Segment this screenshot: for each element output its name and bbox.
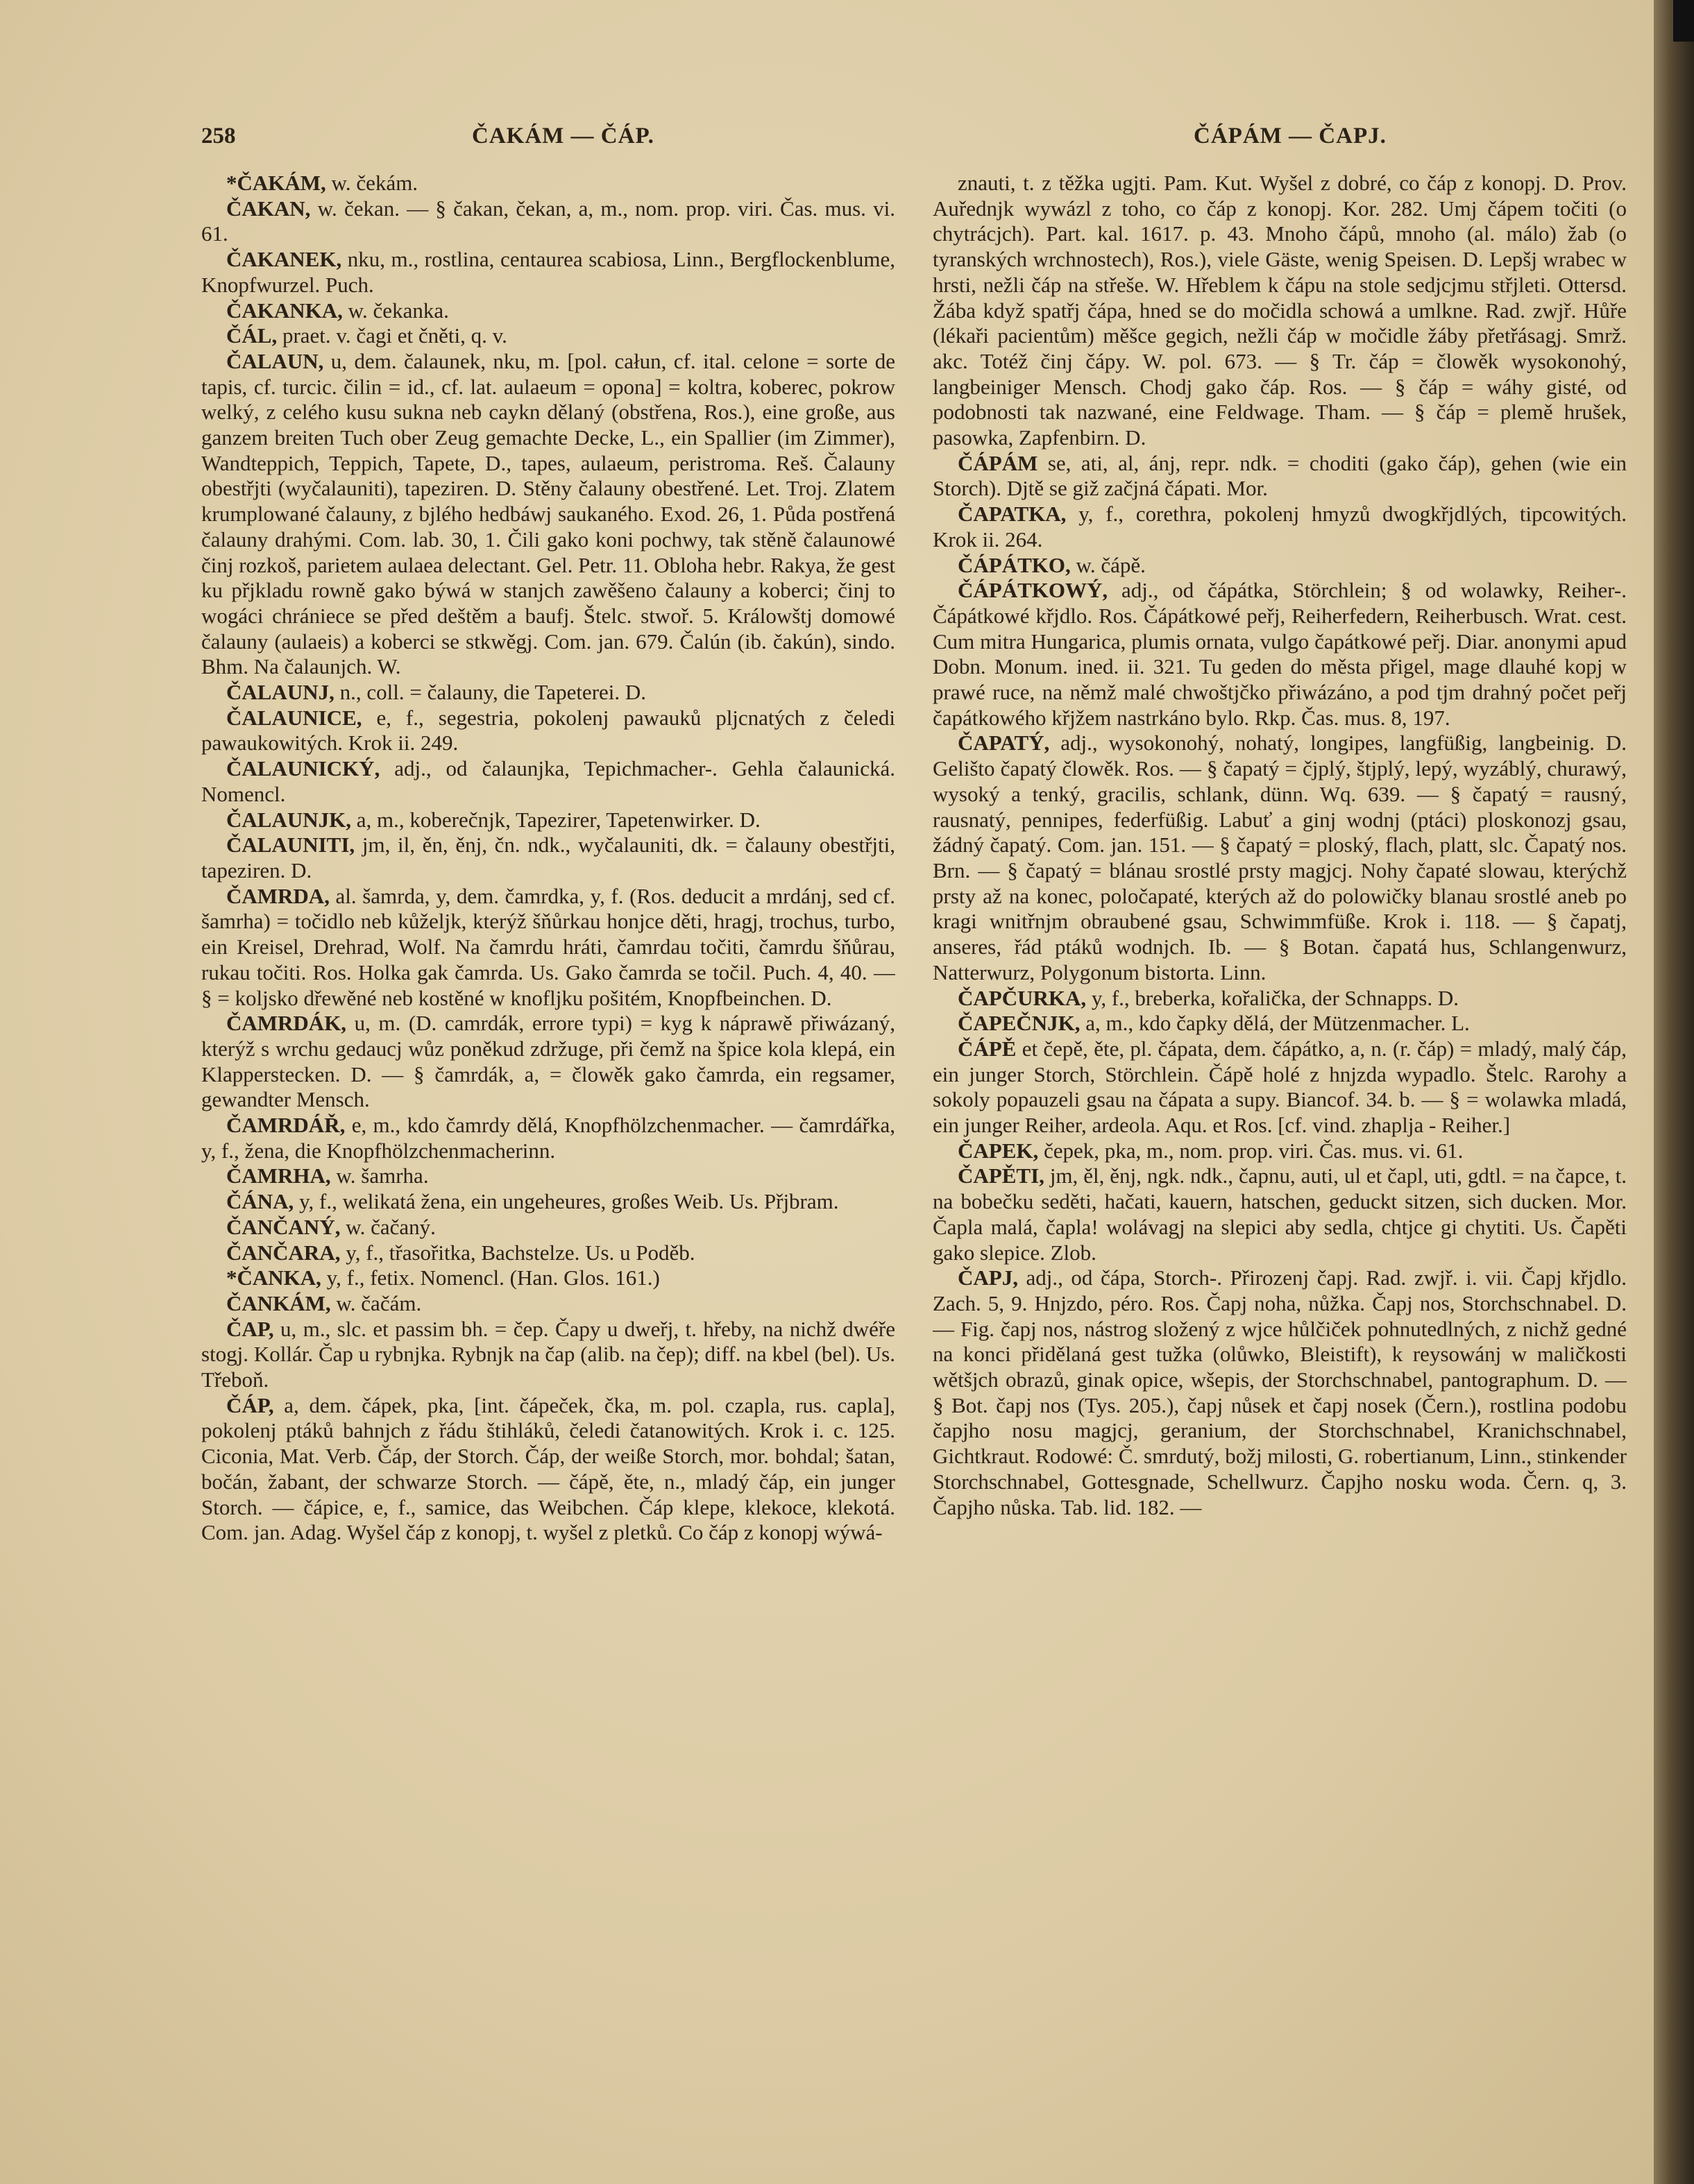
dictionary-entry [201, 349, 895, 680]
entry-headword: ČAMRDA, [226, 883, 330, 908]
right-running-head: ČÁPÁM — ČAPJ. [1194, 123, 1387, 148]
dictionary-entry [933, 502, 1627, 552]
entry-text: w. čekám. [325, 171, 418, 195]
entry-headword: ČAPEČNJK, [958, 1011, 1081, 1036]
entry-headword: ČALAUNJ, [226, 680, 334, 705]
entry-headword: ČALAUNICE, [226, 705, 362, 730]
dictionary-entry [933, 1163, 1627, 1265]
dictionary-entry [201, 1189, 895, 1215]
entry-headword: ČAKANEK, [226, 247, 342, 272]
dictionary-entry [933, 731, 1627, 985]
dictionary-entry [201, 1291, 895, 1317]
entry-headword: ČAPČURKA, [958, 985, 1087, 1010]
dictionary-entry [933, 1138, 1627, 1164]
page-header [201, 123, 1617, 151]
entry-text: w. čekanka. [342, 298, 449, 323]
entry-text: al. šamrda, y, dem. čamrdka, y, f. (Ros. deducit a mrdánj, sed cf. šamrha) = točidlo neb kůželjk, kterýž šňůrkau honjce děti, hragj, trochus, turbo, ein Kreisel, Drehrad, Wolf. Na čamrdu hráti, čamrdau točiti, čamrdu šňůrau, rukau točiti. Ros. Holka gak čamrda. Us. Gako čamrda se točil. Puch. 4, 40. — § = koljsko dřewěné neb kostěné w knofljku pošitém, Knopfbeinchen. D. [201, 883, 895, 1010]
entry-headword: *ČANKA, [226, 1265, 321, 1290]
entry-headword: ČANKÁM, [226, 1290, 331, 1315]
entry-text: n., coll. = čalauny, die Tapeterei. D. [334, 680, 647, 705]
entry-headword: ČALAUNICKÝ, [226, 756, 380, 781]
entry-headword: ČAPJ, [958, 1265, 1018, 1290]
book-spine-edge [1654, 0, 1694, 2184]
dictionary-entry [201, 680, 895, 706]
entry-text: w. čekan. — § čakan, čekan, a, m., nom. prop. viri. Čas. mus. vi. 61. [201, 196, 895, 246]
entry-headword: ČAMRHA, [226, 1163, 331, 1188]
entry-text: a, m., koberečnjk, Tapezirer, Tapetenwirker. D. [350, 807, 761, 832]
entry-text: čepek, pka, m., nom. prop. viri. Čas. mus. vi. 61. [1038, 1138, 1464, 1163]
dictionary-entry [201, 706, 895, 756]
entry-text: y, f., corethra, pokolenj hmyzů dwogkřjdlých, tipcowitých. Krok ii. 264. [933, 502, 1627, 552]
entry-text: nku, m., rostlina, centaurea scabiosa, Linn., Bergflockenblume, Knopfwurzel. Puch. [201, 247, 895, 297]
entry-headword: ČAPEK, [958, 1138, 1039, 1163]
entry-headword: ČÁPÁTKOWÝ, [958, 578, 1108, 603]
dictionary-entry [933, 451, 1627, 502]
entry-text: w. šamrha. [330, 1163, 429, 1188]
dictionary-entry [201, 833, 895, 883]
entry-text: et čepě, ěte, pl. čápata, dem. čápátko, a, n. (r. čáp) = mladý, malý čáp, ein junger Storch, Störchlein. Čápě holé z hnjzda wypadlo. Štelc. Rarohy a sokoly popauzeli gsau na čápata a supy. Biancof. 34. b. — § = wolawka mladá, ein junger Reiher, ardeola. Aqu. et Ros. [cf. vind. zhaplja - Reiher.] [933, 1036, 1627, 1138]
entry-text: y, f., fetix. Nomencl. (Han. Glos. 161.) [321, 1265, 660, 1290]
dictionary-entry [933, 986, 1627, 1012]
entry-headword: ČÁPĚ [958, 1036, 1017, 1061]
right-column [933, 171, 1627, 2099]
dictionary-entry [201, 1240, 895, 1266]
entry-text: znauti, t. z těžka ugjti. Pam. Kut. Wyšel z dobré, co čáp z konopj. D. Prov. Auřednjk wywázl z toho, co čáp z konopj. Kor. 282. Umj čápem točiti (o chytrácjch). Part. kal. 1617. p. 43. Mnoho čápů, mnoho (al. málo) žab (o tyranských wrchnostech), Ros.), viele Gäste, wenig Speisen. D. Lepšj wrabec w hrsti, nežli čáp na střeše. W. Hřeblem k čápu na stole sedjcjmu střjleti. Ottersd. Žába když spatřj čápa, hned se do močidla schowá a umlkne. Rad. zwjř. Hůře (lékaři pacientům) měšce gegich, nežli čáp w močidle žáby přetřásagj. Smrž. akc. Totéž činj čápy. W. pol. 673. — § Tr. čáp = člowěk wysokonohý, langbeiniger Mensch. Chodj gako čáp. Ros. — § čáp = wáhy gisté, od podobnosti tak nazwané, eine Feldwage. Tham. — § čáp = plemě hrušek, pasowka, Zapfenbirn. D. [933, 171, 1627, 450]
entry-text: w. čačám. [330, 1290, 422, 1315]
dictionary-entry [201, 808, 895, 833]
dictionary-entry [201, 196, 895, 247]
entry-headword: ČALAUN, [226, 348, 324, 373]
entry-text: adj., od čápa, Storch-. Přirozenj čapj. Rad. zwjř. i. vii. Čapj křjdlo. Zach. 5, 9. Hnjzdo, péro. Ros. Čapj noha, nůžka. Čapj nos, Storchschnabel. D. — Fig. čapj nos, nástrog složený z wjce hůlčiček pohnutedlných, z nichž gedné na konci přidělaná gest tužka (olůwko, Bleistift), k reysowánj w maličkosti wětšjch obrazů, ginak opice, wšepis, der Storchschnabel, pantographum. D. — § Bot. čapj nos (Tys. 205.), čapj nůsek et čapj nosek (Čern.), rostlina podobu čapjho nosu magjcj, geranium, der Storchschnabel, Kranichschnabel, Gichtkraut. Rodowé: Č. smrdutý, božj milosti, G. robertianum, Linn., stinkender Storchschnabel, Gottesgnade, Schellwurz. Čapjho nosku woda. Čern. q, 3. Čapjho nůska. Tab. lid. 182. — [933, 1265, 1627, 1519]
entry-text: adj., od čalaunjka, Tepichmacher-. Gehla čalaunická. Nomencl. [201, 756, 895, 806]
entry-headword: ČÁPÁM [958, 450, 1038, 475]
entry-headword: ČAMRDÁK, [226, 1011, 347, 1036]
entry-text: w. čačaný. [340, 1214, 436, 1239]
entry-text: u, m., slc. et passim bh. = čep. Čapy u dweřj, t. hřeby, na nichž dwéře stogj. Kollár. Čap u rybnjka. Rybnjk na čap (alib. na čep); diff. na kbel (bel). Us. Třeboň. [201, 1316, 895, 1392]
entry-headword: ČAPATKA, [958, 502, 1067, 527]
dictionary-entry [933, 1036, 1627, 1138]
dictionary-entry [933, 578, 1627, 731]
dictionary-entry [201, 323, 895, 349]
dictionary-entry [933, 1265, 1627, 1520]
dictionary-entry [201, 1113, 895, 1163]
entry-text: e, m., kdo čamrdy dělá, Knopfhölzchenmacher. — čamrdářka, y, f., žena, die Knopfhölzchenmacherinn. [201, 1113, 895, 1163]
left-running-head: ČAKÁM — ČÁP. [472, 123, 654, 148]
dictionary-entry [933, 171, 1627, 451]
dictionary-entry [201, 1265, 895, 1291]
entry-headword: ČÁL, [226, 323, 278, 348]
entry-text: a, dem. čápek, pka, [int. čápeček, čka, m. pol. czapla, rus. capla], pokolenj ptáků bahnjch z řádu štihláků, čeledi čatanowitých. Krok i. c. 125. Ciconia, Mat. Verb. Čáp, der Storch. Čáp, der weiße Storch, mor. bohdal; šatan, bočán, žabant, der schwarze Storch. — čápě, ěte, n., mladý čáp, ein junger Storch. — čápice, e, f., samice, das Weibchen. Čáp klepe, klekoce, klekotá. Com. jan. Adag. Wyšel čáp z konopj, t. wyšel z pletků. Co čáp z konopj wýwá- [201, 1392, 895, 1545]
entry-headword: ČÁNA, [226, 1189, 294, 1214]
entry-headword: *ČAKÁM, [226, 171, 326, 195]
entry-text: a, m., kdo čapky dělá, der Mützenmacher. L. [1080, 1011, 1470, 1036]
dictionary-entry [201, 1317, 895, 1393]
entry-text: y, f., breberka, kořalička, der Schnapps. D. [1086, 985, 1459, 1010]
dictionary-entry [201, 1011, 895, 1113]
entry-text: u, dem. čalaunek, nku, m. [pol. całun, cf. ital. celone = sorte de tapis, cf. turcic. čilin = id., cf. lat. aulaeum = opona] = koltra, koberec, pokrow welký, z celého kusu sukna neb caykn dělaný (obstřena, Ros.), eine große, aus ganzem breiten Tuch ober Zeug gemachte Decke, L., ein Spallier (im Zimmer), Wandteppich, Teppich, Tapete, D., tapes, aulaeum, peristroma. Reš. Čalauny obestřjti (wyčalauniti), tapeziren. D. Stěny čalauny obestřené. Let. Troj. Zlatem krumplowané čalauny, z bjlého hedbáwj saukaného. Exod. 26, 1. Půda postřená čalauny drahými. Com. lab. 30, 1. Čili gako koni pochwy, tak stěně čalaunowé činj rozkoš, parietem aulaea delectant. Gel. Petr. 11. Obloha hebr. Rakya, že gest ku přjkladu rowně gako býwá w stanjch zawěšeno čalauny a koberci; činj to wogáci chrániece se před deštěm a baufj. Štelc. stwoř. 5. Králowštj domowé čalauny (aulaeis) a koberci se stkwěgj. Com. jan. 679. Čalún (ib. čakún), sindo. Bhm. Na čalaunjch. W. [201, 348, 895, 679]
entry-headword: ČALAUNITI, [226, 833, 355, 858]
entry-text: jm, ěl, ěnj, ngk. ndk., čapnu, auti, ul et čapl, uti, gdtl. = na čapce, t. na bobečku seděti, hačati, kauern, hatschen, geduckt sitzen, sich ducken. Mor. Čapla malá, čapla! wolávagj na slepici aby sedla, chtjce gi chytiti. Us. Čapěti gako slepice. Zlob. [933, 1163, 1627, 1265]
entry-text: se, ati, al, ánj, repr. ndk. = choditi (gako čáp), gehen (wie ein Storch). Djtě se giž začjná čápati. Mor. [933, 450, 1627, 501]
entry-headword: ČAP, [226, 1316, 274, 1341]
left-column [201, 171, 895, 2099]
entry-text: adj., wysokonohý, nohatý, longipes, langfüßig, langbeinig. D. Gelišto čapatý člowěk. Ros. — § čapatý = čjplý, štjplý, lepý, wyzáblý, churawý, wysoký a tenký, gracilis, schlank, dünn. Wq. 639. — § čapatý = rausný, rausnatý, pennipes, federfüßig. Labuť a ginj wodnj (ptáci) ploskonozj gsau, žádný čapatý. Com. jan. 151. — § čapatý = ploský, flach, platt, slc. Čapatý nos. Brn. — § čapatý = blánau srostlé prsty magjcj. Nohy čapaté slowau, kterýchž prsty až na konec, poločapaté, kterých až do polowičky blanau srostlé aneb po kragi wnitřnjm obraubené gsau, Schwimmfüße. Krok i. 118. — § čapatj, anseres, řád ptáků wodnjch. Ib. — § Botan. čapatá hus, Schlangenwurz, Natterwurz, Polygonum bistorta. Linn. [933, 731, 1627, 984]
entry-text: praet. v. čagi et čněti, q. v. [277, 323, 507, 348]
dictionary-entry [201, 1215, 895, 1240]
dictionary-entry [201, 884, 895, 1012]
dictionary-entry [201, 247, 895, 298]
entry-headword: ČAMRDÁŘ, [226, 1113, 346, 1138]
entry-headword: ČAPĚTI, [958, 1163, 1044, 1188]
dictionary-entry [201, 171, 895, 196]
entry-headword: ČAKANKA, [226, 298, 343, 323]
entry-headword: ČANČARA, [226, 1240, 341, 1265]
dictionary-entry [201, 298, 895, 324]
entry-text: u, m. (D. camrdák, errore typi) = kyg k náprawě přiwázaný, kterýž s wrchu gedaucj wůz poněkud zdržuge, při čemž na špice kola klepá, ein Klapperstecken. D. — § čamrdák, a, = člowěk gako čamrda, ein regsamer, gewandter Mensch. [201, 1011, 895, 1112]
entry-headword: ČÁP, [226, 1392, 274, 1417]
entry-text: e, f., segestria, pokolenj pawauků pljcnatých z čeledi pawaukowitých. Krok ii. 249. [201, 705, 895, 756]
page-number: 258 [201, 123, 236, 148]
dictionary-entry [201, 1393, 895, 1546]
dictionary-entry [933, 553, 1627, 579]
entry-text: w. čápě. [1070, 552, 1146, 577]
entry-headword: ČAPATÝ, [958, 731, 1050, 756]
dictionary-entry [201, 1163, 895, 1189]
corner-shadow [1673, 0, 1694, 42]
dictionary-entry [933, 1011, 1627, 1036]
entry-text: y, f., třasořitka, Bachstelze. Us. u Poděb. [340, 1240, 695, 1265]
entry-text: y, f., welikatá žena, ein ungeheures, großes Weib. Us. Přjbram. [294, 1189, 839, 1214]
entry-headword: ČAKAN, [226, 196, 311, 221]
dictionary-entry [201, 756, 895, 807]
entry-text: adj., od čápátka, Störchlein; § od wolawky, Reiher-. Čápátkowé křjdlo. Ros. Čápátkowé peřj, Reiherfedern, Reiherbusch. Wrat. cest. Cum mitra Hungarica, plumis ornata, vulgo čapátkowé peřj. Diar. anonymi apud Dobn. Monum. ined. ii. 321. Tu geden do města přigel, mage dlauhé kopj w prawé ruce, na němž malé chwoštjčko přiwázáno, a pod tjm drahný počet peřj čapátkowého křjžem nastrkáno bylo. Rkp. Čas. mus. 8, 197. [933, 578, 1627, 730]
entry-text: jm, il, ěn, ěnj, čn. ndk., wyčalauniti, dk. = čalauny obestřjti, tapeziren. D. [201, 833, 895, 882]
entry-headword: ČALAUNJK, [226, 807, 351, 832]
entry-headword: ČÁPÁTKO, [958, 552, 1071, 577]
entry-headword: ČANČANÝ, [226, 1214, 341, 1239]
